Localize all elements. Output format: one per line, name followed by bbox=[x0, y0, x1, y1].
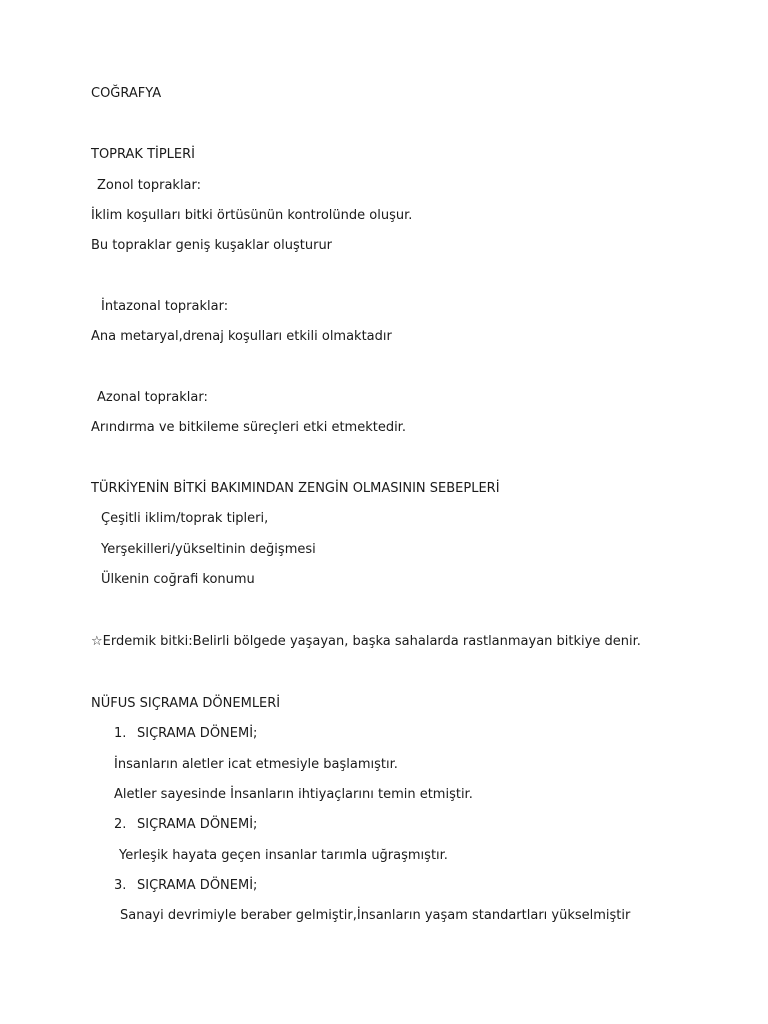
leap-period-line: Sanayi devrimiyle beraber gelmiştir,İnsanların yaşam standartları yükselmiştir bbox=[120, 908, 631, 923]
leap-period-line: Aletler sayesinde İnsanların ihtiyaçlarını temin etmiştir. bbox=[114, 787, 473, 802]
zonal-soils-line-2: Bu topraklar geniş kuşaklar oluşturur bbox=[91, 238, 333, 253]
leap-period-title: SIÇRAMA DÖNEMİ; bbox=[137, 878, 258, 893]
leap-period-line: Yerleşik hayata geçen insanlar tarımla uğraşmıştır. bbox=[119, 848, 448, 863]
plant-reason-item: Yerşekilleri/yükseltinin değişmesi bbox=[101, 542, 316, 557]
leap-period-title: SIÇRAMA DÖNEMİ; bbox=[137, 726, 258, 741]
leap-period-heading bbox=[114, 816, 257, 834]
plant-richness-heading: TÜRKİYENİN BİTKİ BAKIMINDAN ZENGİN OLMASININ SEBEPLERİ bbox=[91, 481, 500, 496]
leap-period-title: SIÇRAMA DÖNEMİ; bbox=[137, 817, 258, 832]
zonal-soils-label: Zonol topraklar: bbox=[97, 178, 202, 193]
plant-reason-item: Çeşitli iklim/toprak tipleri, bbox=[101, 511, 269, 526]
intrazonal-soils-line-1: Ana metaryal,drenaj koşulları etkili olmaktadır bbox=[91, 329, 392, 344]
leap-period-line: İnsanların aletler icat etmesiyle başlamıştır. bbox=[114, 757, 398, 772]
intrazonal-soils-label: İntazonal topraklar: bbox=[101, 299, 229, 314]
leap-period-heading bbox=[114, 877, 257, 895]
azonal-soils-label: Azonal topraklar: bbox=[97, 390, 208, 405]
list-number: 2. bbox=[114, 817, 127, 832]
endemic-plant-note: ☆Erdemik bitki:Belirli bölgede yaşayan, başka sahalarda rastlanmayan bitkiye denir. bbox=[91, 634, 641, 649]
document-title: COĞRAFYA bbox=[91, 86, 162, 101]
population-leaps-heading: NÜFUS SIÇRAMA DÖNEMLERİ bbox=[91, 696, 281, 711]
list-number: 1. bbox=[114, 726, 127, 741]
zonal-soils-line-1: İklim koşulları bitki örtüsünün kontrolünde oluşur. bbox=[91, 208, 413, 223]
azonal-soils-line-1: Arındırma ve bitkileme süreçleri etki etmektedir. bbox=[91, 420, 406, 435]
list-number: 3. bbox=[114, 878, 127, 893]
leap-period-heading bbox=[114, 725, 257, 743]
plant-reason-item: Ülkenin coğrafi konumu bbox=[101, 572, 255, 587]
soil-types-heading: TOPRAK TİPLERİ bbox=[91, 147, 196, 162]
